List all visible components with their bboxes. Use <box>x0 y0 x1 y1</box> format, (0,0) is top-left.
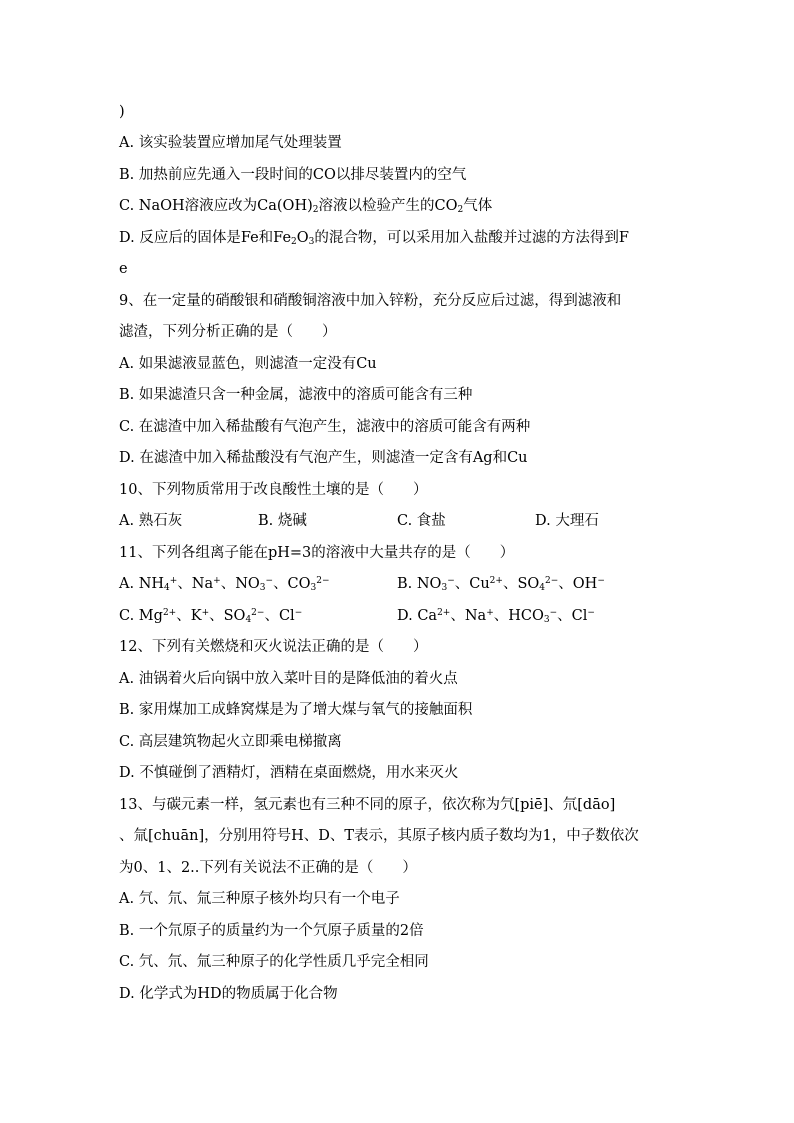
q11-option-b: B. $NO_3^-$、$Cu^{2+}$、$SO_4^{2-}$、OH− <box>397 576 605 593</box>
q9-option-a: A. 如果滤液显蓝色，则滤渣一定没有Cu <box>119 356 377 372</box>
q10-option-a: A. 熟石灰 <box>119 513 183 529</box>
q10-option-d: D. 大理石 <box>535 513 599 529</box>
q13-stem-line3: 为0、1、2..下列有关说法不正确的是（ ） <box>119 860 417 876</box>
q13-stem-line2: 、氚[chuān]，分别用符号H、D、T表示，其原子核内质子数均为1，中子数依次 <box>119 828 639 844</box>
q9-option-b: B. 如果滤渣只含一种金属，滤液中的溶质可能含有三种 <box>119 387 473 403</box>
q10-stem: 10、下列物质常用于改良酸性土壤的是（ ） <box>119 482 428 498</box>
q11-stem: 11、下列各组离子能在pH=3的溶液中大量共存的是（ ） <box>119 545 515 561</box>
q13-stem-line1: 13、与碳元素一样，氢元素也有三种不同的原子，依次称为氕[piē]、氘[dāo] <box>119 797 616 813</box>
q8-option-c: C. NaOH溶液应改为$Ca(OH)_2$溶液以检验产生的$CO_2$气体 <box>119 198 493 215</box>
q12-option-a: A. 油锅着火后向锅中放入菜叶目的是降低油的着火点 <box>119 671 458 687</box>
q12-option-b: B. 家用煤加工成蜂窝煤是为了增大煤与氧气的接触面积 <box>119 702 473 718</box>
q11-option-c: C. $Mg^{2+}$、K+、$SO_4^{2-}$、Cl− <box>119 608 303 625</box>
q10-option-b: B. 烧碱 <box>258 513 307 529</box>
q9-stem-line1: 9、在一定量的硝酸银和硝酸铜溶液中加入锌粉，充分反应后过滤，得到滤液和 <box>119 293 622 309</box>
q8-option-a: A. 该实验装置应增加尾气处理装置 <box>119 135 342 151</box>
q12-option-c: C. 高层建筑物起火立即乘电梯撤离 <box>119 734 342 750</box>
q12-option-d: D. 不慎碰倒了酒精灯，酒精在桌面燃烧，用水来灭火 <box>119 765 459 781</box>
q12-stem: 12、下列有关燃烧和灭火说法正确的是（ ） <box>119 639 428 655</box>
q9-stem-line2: 滤渣，下列分析正确的是（ ） <box>119 324 337 340</box>
q9-option-d: D. 在滤渣中加入稀盐酸没有气泡产生，则滤渣一定含有Ag和Cu <box>119 450 528 466</box>
q13-option-b: B. 一个氘原子的质量约为一个氕原子质量的2倍 <box>119 923 424 939</box>
q8-option-b: B. 加热前应先通入一段时间的CO以排尽装置内的空气 <box>119 167 467 183</box>
q8-closing-paren: ) <box>119 104 125 120</box>
q8-option-d: D. 反应后的固体是Fe和$Fe_2O_3$的混合物，可以采用加入盐酸并过滤的方法得到F <box>119 230 629 247</box>
q9-option-c: C. 在滤渣中加入稀盐酸有气泡产生，滤液中的溶质可能含有两种 <box>119 419 531 435</box>
q13-option-c: C. 氕、氘、氚三种原子的化学性质几乎完全相同 <box>119 954 429 970</box>
q11-option-d: D. $Ca^{2+}$、Na+、$HCO_3^-$、Cl− <box>397 608 595 625</box>
q13-option-d: D. 化学式为HD的物质属于化合物 <box>119 986 338 1002</box>
q13-option-a: A. 氕、氘、氚三种原子核外均只有一个电子 <box>119 891 400 907</box>
q10-option-c: C. 食盐 <box>397 513 446 529</box>
q11-option-a: A. $NH_4^+$、Na+、$NO_3^-$、$CO_3^{2-}$ <box>119 576 330 593</box>
q8-option-d-wrap: e <box>119 261 128 277</box>
